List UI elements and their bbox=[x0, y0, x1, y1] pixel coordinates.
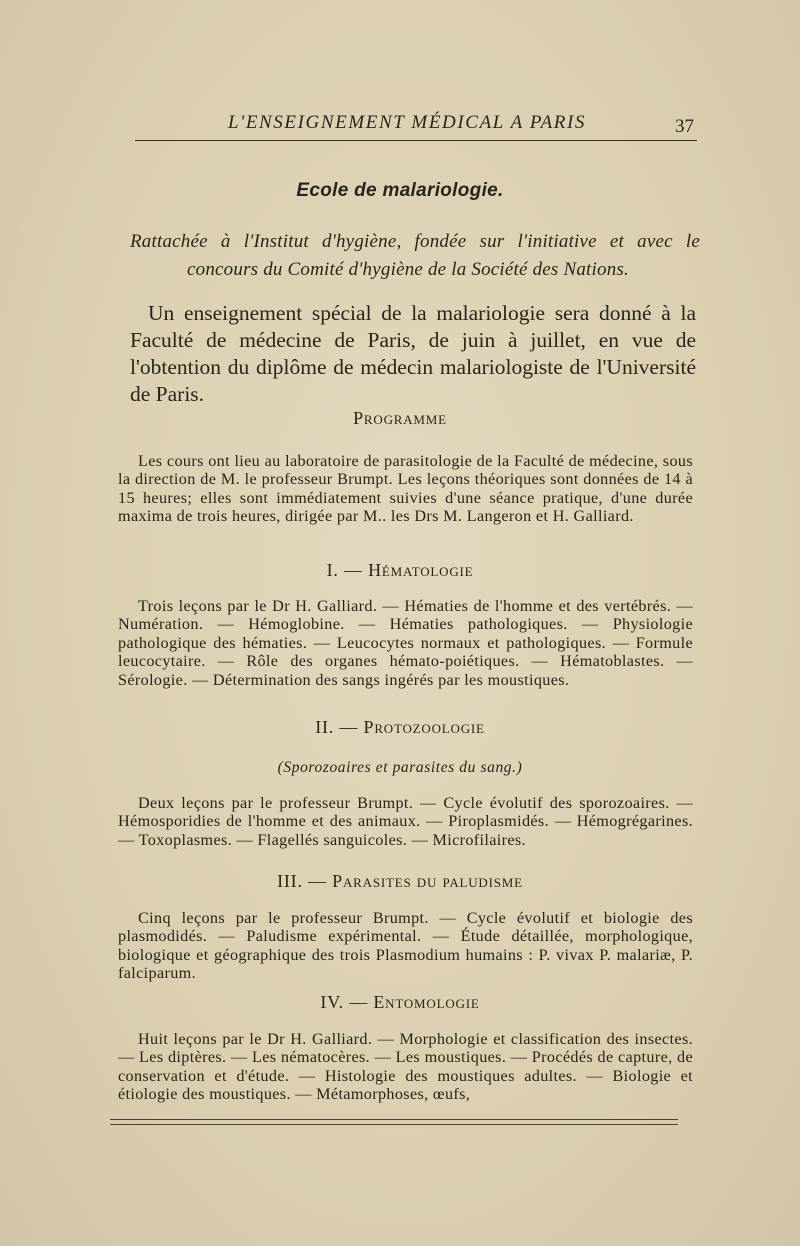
section-subtitle bbox=[130, 228, 700, 284]
part-1-heading: I. — Hématologie bbox=[326, 560, 474, 580]
running-title: L'ENSEIGNEMENT MÉDICAL A PARIS bbox=[228, 112, 587, 133]
subtitle-line-1: Rattachée à l'Institut d'hygiène, fondée sur l'initiative et avec le bbox=[130, 231, 700, 252]
part-4-paragraph: Huit leçons par le Dr H. Galliard. — Morphologie et classification des insectes. — Les diptères. — Les nématocères. — Les moustiques. — Procédés de capture, de conservation et d'étude. — Histologie des moustiques adultes. — Biologie et étiologie des moustiques. — Métamorphoses, œufs, bbox=[118, 1030, 693, 1104]
footer-rule-top bbox=[110, 1119, 678, 1120]
part-3-paragraph: Cinq leçons par le professeur Brumpt. — Cycle évolutif et biologie des plasmodidés. — Paludisme expérimental. — Étude détaillée, morphologique, biologique et géographique des trois Plasmodium humains : P. vivax P. malariæ, P. falciparum. bbox=[118, 909, 693, 983]
page-number: 37 bbox=[675, 116, 694, 137]
programme-heading: Programme bbox=[353, 408, 447, 428]
part-2-paragraph: Deux leçons par le professeur Brumpt. — Cycle évolutif des sporozoaires. — Hémosporidies de l'homme et des animaux. — Piroplasmidés. — Hémogrégarines. — Toxoplasmes. — Flagellés sanguicoles. — Microfilaires. bbox=[118, 794, 693, 849]
header-rule bbox=[135, 140, 697, 141]
part-3-heading: III. — Parasites du paludisme bbox=[277, 871, 523, 891]
subtitle-line-2: concours du Comité d'hygiène de la Société des Nations. bbox=[187, 259, 629, 280]
section-title: Ecole de malariologie. bbox=[296, 180, 504, 201]
running-head bbox=[118, 112, 698, 138]
footer-rule-bottom bbox=[110, 1124, 678, 1125]
intro-paragraph: Un enseignement spécial de la malariologie sera donné à la Faculté de médecine de Paris, de juin à juillet, en vue de l'obtention du diplôme de médecin malariologiste de l'Université de Paris. bbox=[130, 301, 696, 406]
part-2-note: (Sporozoaires et parasites du sang.) bbox=[277, 759, 523, 776]
part-1-paragraph: Trois leçons par le Dr H. Galliard. — Hématies de l'homme et des vertébrés. — Numération. — Hémoglobine. — Hématies pathologiques. — Physiologie pathologique des hématies. — Leucocytes normaux et pathologiques. — Formule leucocytaire. — Rôle des organes hémato-poiétiques. — Hématoblastes. — Sérologie. — Détermination des sangs ingérés par les moustiques. bbox=[118, 597, 693, 689]
part-2-heading: II. — Protozoologie bbox=[315, 717, 485, 737]
part-4-heading: IV. — Entomologie bbox=[320, 992, 480, 1012]
programme-paragraph: Les cours ont lieu au laboratoire de parasitologie de la Faculté de médecine, sous la direction de M. le professeur Brumpt. Les leçons théoriques sont données de 14 à 15 heures; elles sont immédiatement suivies d'une séance pratique, d'une durée maxima de trois heures, dirigée par M.. les Drs M. Langeron et H. Galliard. bbox=[118, 452, 693, 526]
